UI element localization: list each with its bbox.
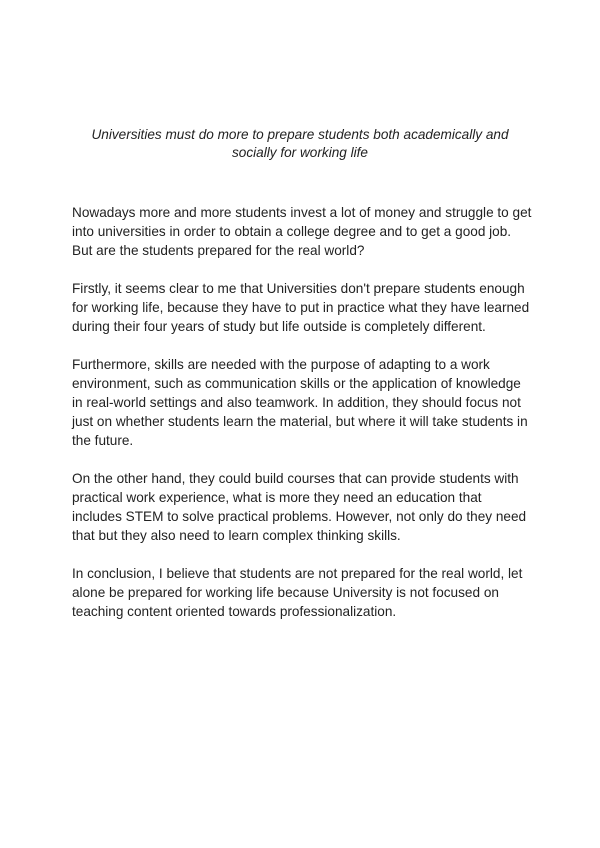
essay-body xyxy=(72,203,534,640)
paragraph-intro: Nowadays more and more students invest a lot of money and struggle to get into universities in order to obtain a college degree and to get a good job. But are the students prepared for the real world? xyxy=(72,205,532,258)
paragraph-other-hand: On the other hand, they could build courses that can provide students with practical work experience, what is more they need an education that includes STEM to solve practical problems. However, not only do they need that but they also need to learn complex thinking skills. xyxy=(72,471,527,543)
paragraph-furthermore: Furthermore, skills are needed with the purpose of adapting to a work environment, such as communication skills or the application of knowledge in real-world settings and also teamwork. In addition, they should focus not just on whether students learn the material, but where it will take students in the future. xyxy=(72,357,528,448)
paragraph-conclusion: In conclusion, I believe that students are not prepared for the real world, let alone be prepared for working life because University is not focused on teaching content oriented towards professionalization. xyxy=(72,566,523,619)
paragraph-firstly: Firstly, it seems clear to me that Universities don't prepare students enough for working life, because they have to put in practice what they have learned during their four years of study but life outside is completely different. xyxy=(72,281,530,334)
essay-title: Universities must do more to prepare students both academically and socially for working life xyxy=(91,127,509,160)
